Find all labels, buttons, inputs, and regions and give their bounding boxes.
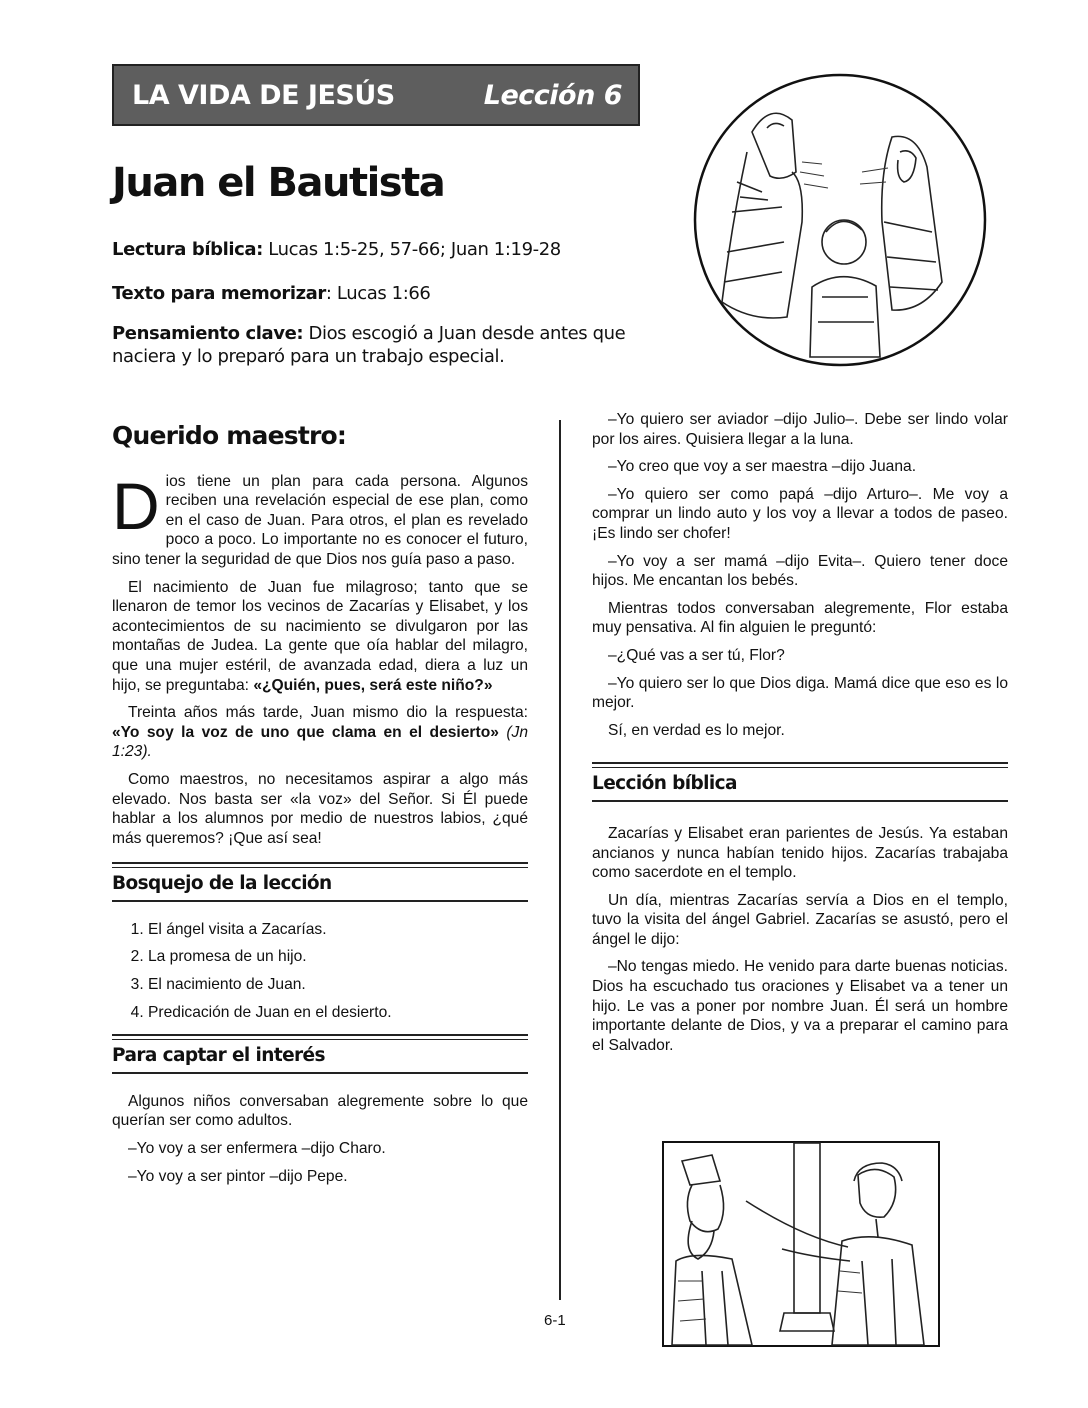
outline-list <box>112 920 528 1022</box>
bible-section-header <box>592 762 1008 802</box>
lesson-banner <box>112 64 640 126</box>
family-illustration <box>692 72 988 368</box>
teacher-paragraph-1 <box>112 468 528 570</box>
interest-paragraph: Mientras todos conversaban alegremente, Flor estaba muy pensativa. Al fin alguien le preguntó: <box>592 599 1008 637</box>
memory-value: : Lucas 1:66 <box>325 283 431 304</box>
reading-label: Lectura bíblica: <box>112 239 263 260</box>
left-column <box>112 410 528 1194</box>
interest-paragraph: Algunos niños conversaban alegremente sobre lo que querían ser como adultos. <box>112 1092 528 1130</box>
list-item: 3. El nacimiento de Juan. <box>148 975 528 995</box>
reading-value: Lucas 1:5-25, 57-66; Juan 1:19-28 <box>262 239 561 260</box>
key-thought-line <box>112 322 652 368</box>
lesson-number: Lección 6 <box>483 79 622 111</box>
outline-heading: Bosquejo de la lección <box>112 873 332 895</box>
interest-paragraph: –Yo voy a ser enfermera –dijo Charo. <box>128 1140 386 1158</box>
interest-paragraph: –Yo voy a ser mamá –dijo Evita–. Quiero tener doce hijos. Me encantan los bebés. <box>592 552 1008 590</box>
interest-paragraph: –Yo quiero ser aviador –dijo Julio–. Debe ser lindo volar por los aires. Quisiera llegar a la luna. <box>592 411 1008 448</box>
bible-paragraph: –No tengas miedo. He venido para darte buenas noticias. Dios ha escuchado tus oraciones y Elisabet va a tener un hijo. Le vas a poner por nombre Juan. Él será un hombre importante delante de Dios, y va a preparar el camino para el Salvador. <box>592 958 1008 1054</box>
list-item: 4. Predicación de Juan en el desierto. <box>148 1003 528 1023</box>
list-item: 1. El ángel visita a Zacarías. <box>148 920 528 940</box>
teacher-paragraph-2 <box>112 578 528 696</box>
interest-paragraph: –¿Qué vas a ser tú, Flor? <box>608 646 785 664</box>
teacher-reference: (Jn 1:23). <box>112 723 529 761</box>
interest-paragraph: –Yo voy a ser pintor –dijo Pepe. <box>128 1167 348 1185</box>
list-item: 2. La promesa de un hijo. <box>148 947 528 967</box>
angel-zacharias-illustration <box>662 1141 940 1347</box>
teacher-paragraph-2-text: El nacimiento de Juan fue milagroso; tanto que se llenaron de temor los vecinos de Zacarías y Elisabet, y los acontecimientos de su nacimiento se divulgaron por las montañas de Judea. La gente que oía hablar del milagro, que una mujer estéril, de avanzada edad, diera a luz un hijo, se preguntaba: <box>112 578 528 694</box>
outline-section-header <box>112 862 528 902</box>
teacher-quote-1: «¿Quién, pues, será este niño?» <box>253 676 493 694</box>
memory-label: Texto para memorizar <box>112 283 326 304</box>
bible-heading: Lección bíblica <box>592 773 737 795</box>
reading-line <box>112 238 652 261</box>
teacher-paragraph-3-text: Treinta años más tarde, Juan mismo dio la respuesta: <box>128 704 528 722</box>
key-thought-label: Pensamiento clave: <box>112 323 304 344</box>
teacher-paragraph-1-text: ios tiene un plan para cada persona. Algunos reciben una revelación especial de ese plan, como en el caso de Juan. Para otros, el plan es revelado poco a poco. Lo importante no es conocer el futuro, sino tener la seguridad de que Dios nos guía paso a paso. <box>112 472 528 568</box>
teacher-paragraph-4: Como maestros, no necesitamos aspirar a algo más elevado. Nos basta ser «la voz» del Señor. Si Él puede hablar a los alumnos por medio de nuestros labios, ¿qué más queremos? ¡Que así sea! <box>112 770 528 847</box>
column-divider <box>559 420 561 1300</box>
series-title: LA VIDA DE JESÚS <box>132 79 395 111</box>
memory-line <box>112 282 652 305</box>
right-column <box>592 410 1008 1063</box>
interest-paragraph: Sí, en verdad es lo mejor. <box>608 721 785 739</box>
teacher-paragraph-3 <box>112 703 528 762</box>
drop-cap: D <box>112 468 160 543</box>
page-title: Juan el Bautista <box>112 160 445 206</box>
page-number: 6-1 <box>544 1312 566 1329</box>
interest-section-header <box>112 1034 528 1074</box>
interest-heading: Para captar el interés <box>112 1045 325 1067</box>
teacher-quote-2: «Yo soy la voz de uno que clama en el desierto» <box>112 723 499 741</box>
interest-paragraph: –Yo quiero ser lo que Dios diga. Mamá dice que eso es lo mejor. <box>592 674 1008 712</box>
bible-paragraph: Zacarías y Elisabet eran parientes de Jesús. Ya estaban ancianos y nunca habían tenido hijos. Zacarías trabajaba como sacerdote en el templo. <box>592 824 1008 882</box>
key-thought-value: Dios escogió a Juan desde antes que naciera y lo preparó para un trabajo especial. <box>112 323 626 367</box>
interest-paragraph: –Yo creo que voy a ser maestra –dijo Juana. <box>608 458 917 476</box>
teacher-heading: Querido maestro: <box>112 421 347 450</box>
interest-paragraph: –Yo quiero ser como papá –dijo Arturo–. Me voy a comprar un lindo auto y los voy a llevar a todos de paseo. ¡Es lindo ser chofer! <box>592 485 1008 542</box>
bible-paragraph: Un día, mientras Zacarías servía a Dios en el templo, tuvo la visita del ángel Gabriel. Zacarías se asustó, pero el ángel le dijo: <box>592 891 1008 948</box>
